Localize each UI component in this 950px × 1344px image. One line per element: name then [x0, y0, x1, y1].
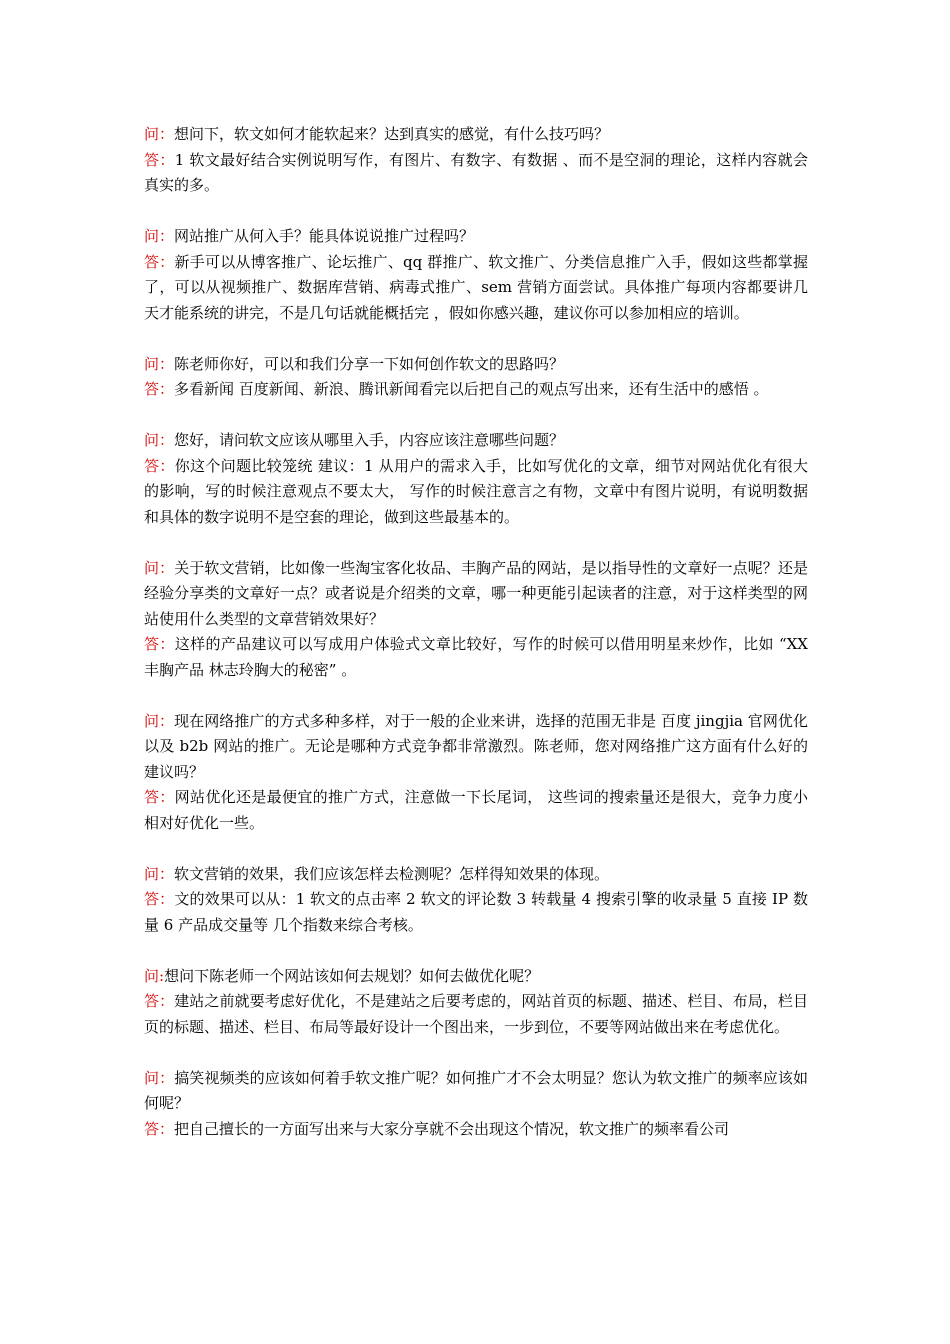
question-prefix: 问： [144, 227, 175, 245]
question-text: 您好，请问软文应该从哪里入手，内容应该注意哪些问题？ [174, 431, 565, 449]
answer-line [144, 1117, 808, 1143]
question-text: 软文营销的效果，我们应该怎样去检测呢？怎样得知效果的体现。 [174, 864, 610, 883]
question-line [144, 709, 808, 786]
answer-prefix: 答： [144, 890, 175, 908]
answer-prefix: 答： [144, 992, 175, 1010]
qa-content [144, 122, 808, 1168]
answer-text: 新手可以从博客推广、论坛推广、qq 群推广、软文推广、分类信息推广入手，假如这些都掌握了，可以从视频推广、数据库营销、病毒式推广、sem 营销方面尝试。具体推广每项内容都要讲几天才能系统的讲完，不是几句话就能概括完 ，假如你感兴趣，建议你可以参加相应的培训。 [144, 252, 808, 322]
question-prefix: 问： [144, 558, 175, 577]
question-prefix: 问： [144, 864, 175, 883]
answer-text: 你这个问题比较笼统 建议：1 从用户的需求入手，比如写优化的文章，细节对网站优化有很大的影响，写的时候注意观点不要太大， 写作的时候注意言之有物，文章中有图片说明，有说明数据和具体的数字说明不是空套的理论，做到这些最基本的。 [144, 456, 808, 526]
answer-text: 把自己擅长的一方面写出来与大家分享就不会出现这个情况，软文推广的频率看公司 [174, 1119, 730, 1138]
answer-line [144, 377, 808, 403]
qa-item [144, 556, 808, 684]
answer-prefix: 答： [144, 380, 175, 398]
question-text: 搞笑视频类的应该如何着手软文推广呢？如何推广才不会太明显？您认为软文推广的频率应该如何呢？ [144, 1068, 808, 1112]
answer-line [144, 250, 808, 327]
answer-line [144, 632, 808, 683]
answer-text: 1 软文最好结合实例说明写作，有图片、有数字、有数据 、而不是空洞的理论，这样内容就会真实的多。 [144, 150, 808, 194]
qa-item [144, 964, 808, 1041]
qa-item [144, 709, 808, 837]
question-prefix: 问： [144, 125, 175, 143]
qa-item [144, 862, 808, 939]
question-line [144, 428, 808, 454]
question-line [144, 352, 808, 378]
question-prefix: 问： [144, 711, 175, 730]
question-text: 想问下陈老师一个网站该如何去规划？如何去做优化呢？ [164, 966, 540, 985]
question-prefix: 问： [144, 1068, 175, 1087]
question-text: 关于软文营销，比如像一些淘宝客化妆品、丰胸产品的网站，是以指导性的文章好一点呢？还是经验分享类的文章好一点？或者说是介绍类的文章，哪一种更能引起读者的注意，对于这样类型的网站使用什么类型的文章营销效果好？ [144, 558, 808, 628]
answer-text: 文的效果可以从：1 软文的点击率 2 软文的评论数 3 转载量 4 搜索引擎的收录量 5 直接 IP 数量 6 产品成交量等 几个指数来综合考核。 [144, 890, 808, 934]
question-line [144, 224, 808, 250]
qa-item [144, 428, 808, 530]
qa-item [144, 122, 808, 199]
qa-item [144, 224, 808, 326]
answer-line [144, 887, 808, 938]
answer-prefix: 答： [144, 1119, 175, 1138]
qa-item [144, 352, 808, 403]
answer-text: 网站优化还是最便宜的推广方式，注意做一下长尾词， 这些词的搜索量还是很大，竞争力度小 相对好优化一些。 [144, 788, 808, 832]
answer-line [144, 785, 808, 836]
answer-prefix: 答： [144, 788, 175, 806]
question-text: 陈老师你好，可以和我们分享一下如何创作软文的思路吗？ [174, 354, 565, 373]
question-prefix: 问： [144, 354, 175, 373]
question-line [144, 964, 808, 990]
question-prefix: 问： [144, 431, 175, 449]
question-line [144, 122, 808, 148]
answer-line [144, 454, 808, 531]
answer-prefix: 答： [144, 252, 175, 271]
question-text: 网站推广从何入手？能具体说说推广过程吗？ [174, 227, 475, 245]
answer-text: 这样的产品建议可以写成用户体验式文章比较好，写作的时候可以借用明星来炒作，比如 “XX 丰胸产品 林志玲胸大的秘密” 。 [144, 635, 808, 679]
answer-line [144, 148, 808, 199]
question-line [144, 862, 808, 888]
question-line [144, 1066, 808, 1117]
answer-text: 多看新闻 百度新闻、新浪、腾讯新闻看完以后把自己的观点写出来，还有生活中的感悟 。 [174, 380, 769, 398]
question-text: 想问下，软文如何才能软起来？达到真实的感觉，有什么技巧吗？ [174, 125, 610, 143]
answer-line [144, 989, 808, 1040]
answer-prefix: 答： [144, 150, 175, 169]
question-text: 现在网络推广的方式多种多样，对于一般的企业来讲，选择的范围无非是 百度 jingjia 官网优化以及 b2b 网站的推广。无论是哪种方式竞争都非常激烈。陈老师，您对网络推广这方面有什么好的建议吗？ [144, 711, 808, 781]
answer-prefix: 答： [144, 635, 175, 653]
qa-item [144, 1066, 808, 1143]
question-line [144, 556, 808, 633]
answer-prefix: 答： [144, 456, 175, 475]
answer-text: 建站之前就要考虑好优化，不是建站之后要考虑的，网站首页的标题、描述、栏目、布局，栏目页的标题、描述、栏目、布局等最好设计一个图出来，一步到位，不要等网站做出来在考虑优化。 [144, 992, 808, 1036]
question-prefix: 问: [144, 966, 165, 985]
